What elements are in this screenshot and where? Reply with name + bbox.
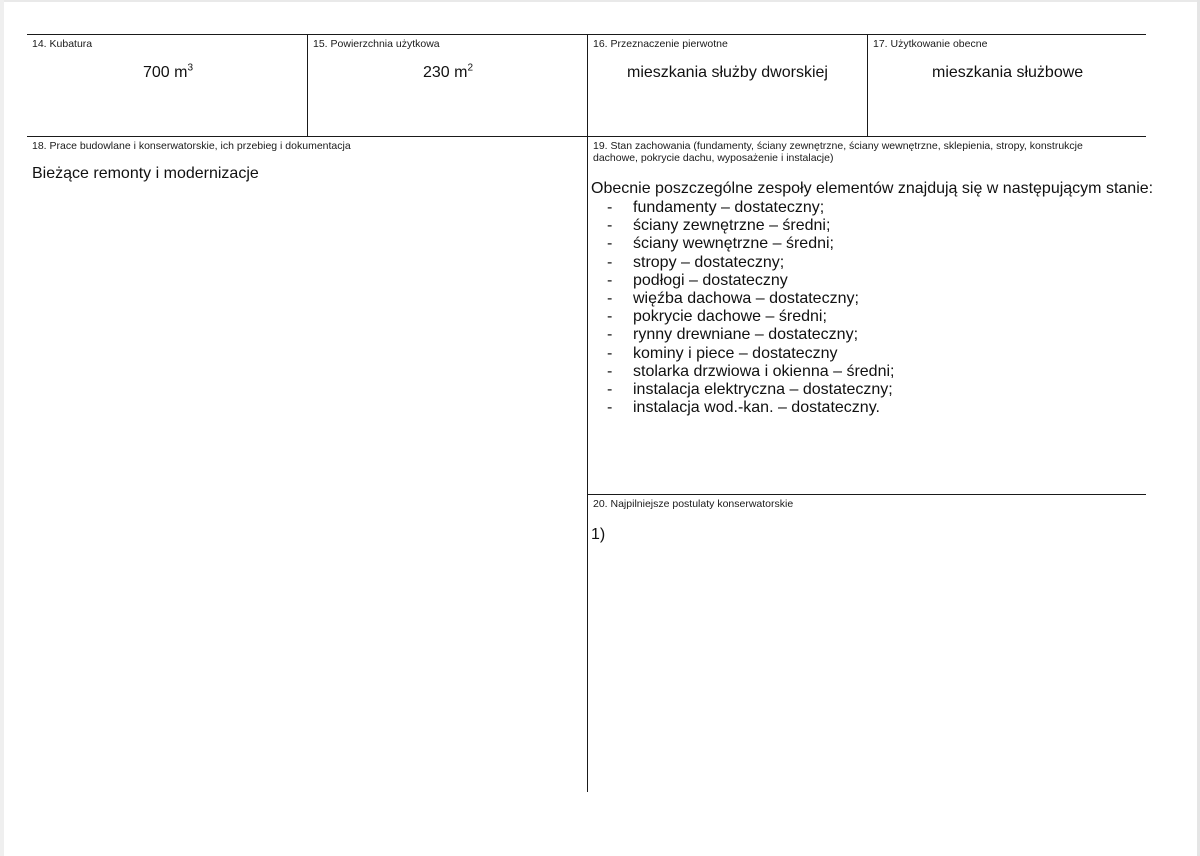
list-bullet-dash: - bbox=[607, 217, 613, 235]
list-bullet-dash: - bbox=[607, 199, 613, 216]
column-divider-14-15 bbox=[307, 34, 308, 137]
field-20-value: 1) bbox=[591, 526, 606, 543]
list-bullet-dash: - bbox=[607, 362, 613, 380]
field-16-value: mieszkania służby dworskiej bbox=[627, 64, 828, 81]
condition-item-text: pokrycie dachowe – średni; bbox=[633, 308, 827, 326]
field-19-label: 19. Stan zachowania (fundamenty, ściany zewnętrzne, ściany wewnętrzne, sklepienia, stropy, konstrukcje dachowe, pokrycie dachu, wyposażenie i instalacje) bbox=[593, 140, 1083, 164]
condition-list-item bbox=[594, 272, 894, 290]
condition-list-item bbox=[594, 345, 894, 363]
field-15-value-unit-exponent: 2 bbox=[467, 62, 474, 74]
field-19-intro: Obecnie poszczególne zespoły elementów znajdują się w następującym stanie: bbox=[591, 180, 1154, 197]
condition-list-item bbox=[594, 199, 894, 217]
condition-list-item bbox=[594, 235, 894, 253]
field-19-condition-list bbox=[594, 199, 894, 417]
list-bullet-dash: - bbox=[607, 326, 613, 344]
condition-list-item bbox=[594, 308, 894, 326]
condition-item-text: ściany wewnętrzne – średni; bbox=[633, 235, 834, 253]
condition-list-item bbox=[594, 254, 894, 272]
list-bullet-dash: - bbox=[607, 399, 613, 417]
field-16-label: 16. Przeznaczenie pierwotne bbox=[593, 38, 728, 50]
field-17-label: 17. Użytkowanie obecne bbox=[873, 38, 988, 50]
scan-edge-left bbox=[0, 0, 4, 856]
list-bullet-dash: - bbox=[607, 344, 613, 362]
condition-item-text: stolarka drzwiowa i okienna – średni; bbox=[633, 362, 895, 380]
field-15-value-text: 230 m bbox=[423, 64, 468, 81]
field-20-label: 20. Najpilniejsze postulaty konserwatorskie bbox=[593, 498, 794, 510]
condition-item-text: instalacja elektryczna – dostateczny; bbox=[633, 381, 893, 399]
condition-item-text: ściany zewnętrzne – średni; bbox=[633, 217, 831, 235]
list-bullet-dash: - bbox=[607, 253, 613, 271]
condition-list-item bbox=[594, 399, 894, 417]
field-14-value bbox=[143, 64, 193, 82]
condition-item-text: kominy i piece – dostateczny bbox=[633, 344, 838, 362]
condition-item-text: instalacja wod.-kan. – dostateczny. bbox=[633, 399, 880, 417]
condition-item-text: stropy – dostateczny; bbox=[633, 253, 785, 271]
box-20-top-line bbox=[587, 494, 1146, 495]
condition-item-text: fundamenty – dostateczny; bbox=[633, 199, 825, 216]
field-14-value-unit-exponent: 3 bbox=[187, 62, 194, 74]
field-15-label: 15. Powierzchnia użytkowa bbox=[313, 38, 440, 50]
field-14-label: 14. Kubatura bbox=[32, 38, 93, 50]
condition-item-text: więźba dachowa – dostateczny; bbox=[633, 290, 859, 308]
column-divider-center bbox=[587, 34, 588, 792]
condition-item-text: podłogi – dostateczny bbox=[633, 271, 788, 289]
scan-edge-top bbox=[0, 0, 1200, 2]
list-bullet-dash: - bbox=[607, 290, 613, 308]
list-bullet-dash: - bbox=[607, 235, 613, 253]
field-17-value: mieszkania służbowe bbox=[932, 64, 1084, 81]
condition-list-item bbox=[594, 217, 894, 235]
list-bullet-dash: - bbox=[607, 271, 613, 289]
column-divider-16-17 bbox=[867, 34, 868, 137]
condition-list-item bbox=[594, 326, 894, 344]
field-14-value-text: 700 m bbox=[143, 64, 188, 81]
condition-item-text: rynny drewniane – dostateczny; bbox=[633, 326, 859, 344]
field-15-value bbox=[423, 64, 473, 82]
condition-list-item bbox=[594, 363, 894, 381]
condition-list-item bbox=[594, 381, 894, 399]
list-bullet-dash: - bbox=[607, 381, 613, 399]
condition-list-item bbox=[594, 290, 894, 308]
field-18-label: 18. Prace budowlane i konserwatorskie, ich przebieg i dokumentacja bbox=[32, 140, 351, 152]
list-bullet-dash: - bbox=[607, 308, 613, 326]
field-18-value: Bieżące remonty i modernizacje bbox=[32, 165, 259, 182]
